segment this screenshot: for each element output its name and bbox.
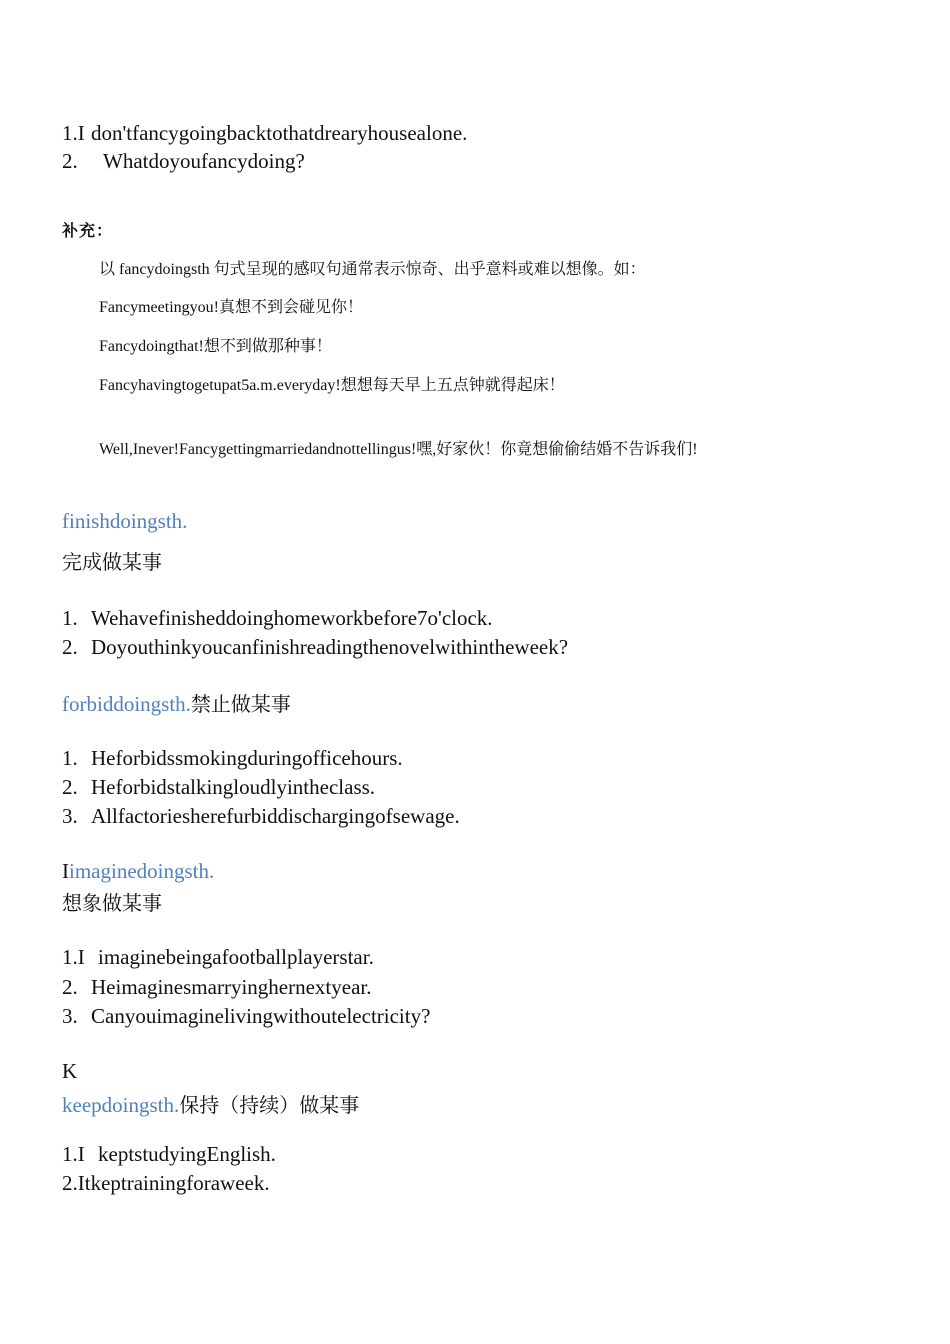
example-number: 2. bbox=[62, 635, 78, 659]
phrase-meaning: 想象做某事 bbox=[62, 891, 162, 915]
supplement-intro: 以 fancydoingsth 句式呈现的感叹句通常表示惊奇、出乎意料或难以想像。如： bbox=[99, 261, 646, 278]
example-number: 1.I bbox=[62, 121, 85, 145]
phrase-meaning: 完成做某事 bbox=[62, 550, 162, 574]
phrase-meaning: 保持（持续）做某事 bbox=[179, 1093, 360, 1117]
example-text: imaginebeingafootballplayerstar. bbox=[98, 945, 374, 969]
example-line bbox=[62, 635, 568, 660]
supplement-label: 补充： bbox=[62, 221, 114, 240]
example-line: 2.Itkeptrainingforaweek. bbox=[62, 1171, 270, 1195]
example-number: 1.I bbox=[62, 1142, 85, 1166]
example-text: Wehavefinisheddoinghomeworkbefore7o'clock. bbox=[91, 606, 493, 630]
example-line bbox=[62, 149, 305, 174]
example-number: 2. bbox=[62, 149, 78, 173]
example-line bbox=[62, 121, 467, 146]
example-number: 2. bbox=[62, 775, 78, 799]
example-line bbox=[62, 606, 493, 631]
supplement-example: Fancymeetingyou!真想不到会碰见你！ bbox=[99, 299, 363, 316]
section-letter: I bbox=[62, 859, 69, 883]
example-line bbox=[62, 1004, 430, 1029]
example-text: Heimaginesmarryinghernextyear. bbox=[91, 975, 372, 999]
example-line bbox=[62, 975, 371, 1000]
example-text: don'tfancygoingbacktothatdrearyhousealone. bbox=[91, 121, 468, 145]
example-text: Doyouthinkyoucanfinishreadingthenovelwithintheweek? bbox=[91, 635, 569, 659]
phrase-heading: imaginedoingsth. bbox=[69, 859, 215, 883]
example-number: 1. bbox=[62, 746, 78, 770]
example-line bbox=[62, 945, 374, 970]
phrase-heading: forbiddoingsth. bbox=[62, 692, 191, 716]
supplement-example: Well,Inever!Fancygettingmarriedandnottellingus!嘿,好家伙！你竟想偷偷结婚不告诉我们! bbox=[99, 441, 698, 458]
example-number: 1.I bbox=[62, 945, 85, 969]
phrase-heading: keepdoingsth. bbox=[62, 1093, 180, 1117]
supplement-example: Fancydoingthat!想不到做那种事！ bbox=[99, 338, 332, 355]
phrase-meaning: 禁止做某事 bbox=[190, 692, 291, 716]
example-number: 3. bbox=[62, 1004, 78, 1028]
example-text: Heforbidstalkingloudlyintheclass. bbox=[91, 775, 376, 799]
example-text: Whatdoyoufancydoing? bbox=[103, 149, 305, 173]
example-number: 3. bbox=[62, 804, 78, 828]
example-line bbox=[62, 746, 403, 771]
example-text: keptstudyingEnglish. bbox=[98, 1142, 276, 1166]
example-line bbox=[62, 775, 375, 800]
phrase-heading: finishdoingsth. bbox=[62, 509, 188, 533]
supplement-example: Fancyhavingtogetupat5a.m.everyday!想想每天早上五点钟就得起床！ bbox=[99, 377, 565, 394]
example-number: 1. bbox=[62, 606, 78, 630]
phrase-heading-line bbox=[62, 688, 291, 717]
phrase-heading-line bbox=[62, 1089, 359, 1118]
example-line bbox=[62, 1142, 276, 1167]
example-text: Canyouimaginelivingwithoutelectricity? bbox=[91, 1004, 431, 1028]
section-letter: K bbox=[62, 1059, 78, 1083]
phrase-heading-line bbox=[62, 859, 214, 884]
example-line bbox=[62, 804, 460, 829]
example-text: Allfactoriesherefurbiddischargingofsewage. bbox=[91, 804, 460, 828]
example-number: 2. bbox=[62, 975, 78, 999]
example-text: Heforbidssmokingduringofficehours. bbox=[91, 746, 403, 770]
